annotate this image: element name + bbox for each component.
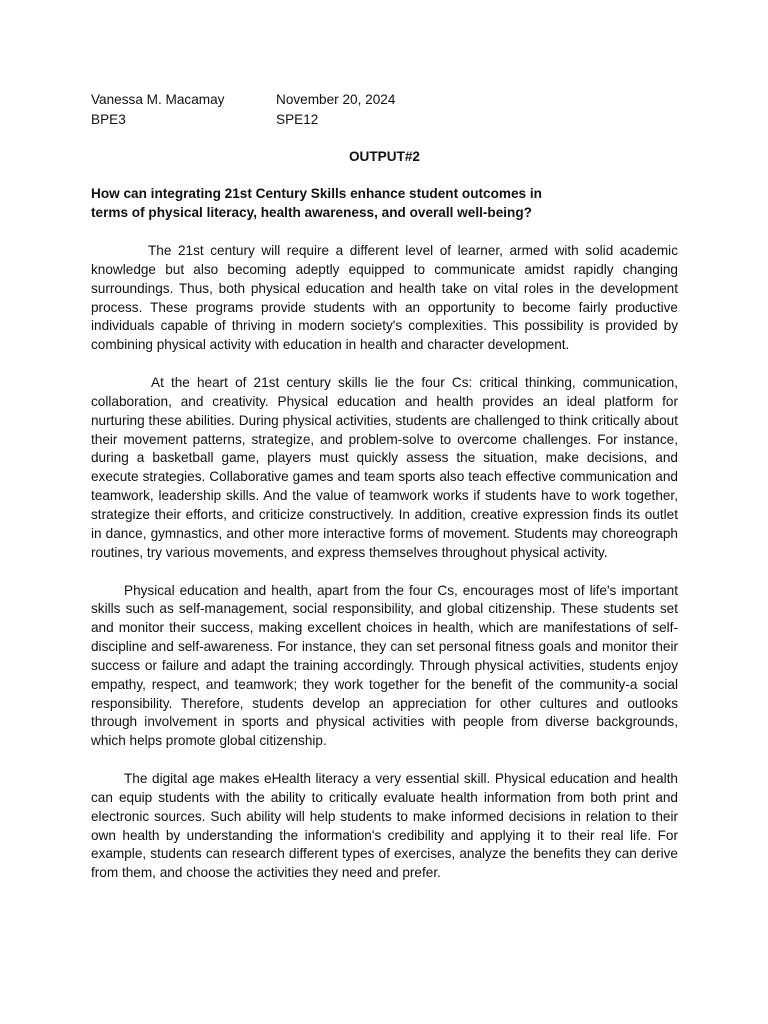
paragraph-4: The digital age makes eHealth literacy a very essential skill. Physical education and health can equip students with the ability to critically evaluate health information from both print and electronic sources. Such ability will help students to make informed decisions in relation to their own health by understanding the information's credibility and applying it to their real life. For example, students can research different types of exercises, analyze the benefits they can derive from them, and choose the activities they need and prefer. [91,771,678,881]
document-title: OUTPUT#2 [348,149,420,164]
submission-date: November 20, 2024 [276,92,396,107]
document-page [91,90,678,883]
paragraph-3: Physical education and health, apart from the four Cs, encourages most of life's important skills such as self-management, social responsibility, and global citizenship. These students set and monitor their success, making excellent choices in health, which are manifestations of self-discipline and self-awareness. For instance, they can set personal fitness goals and monitor their success or failure and adapt the training accordingly. Through physical activities, students enjoy empathy, respect, and teamwork; they work together for the benefit of the community-a social responsibility. Therefore, students develop an appreciation for other cultures and outlooks through involvement in sports and physical activities with people from diverse backgrounds, which helps promote global citizenship. [91,582,678,749]
section-code: BPE3 [91,112,126,127]
author-name: Vanessa M. Macamay [91,92,225,107]
header-row-1 [91,90,678,110]
header-row-2 [91,110,678,130]
paragraph-2: At the heart of 21st century skills lie the four Cs: critical thinking, communication, collaboration, and creativity. Physical education and health provides an ideal platform for nurturing these abilities. During physical activities, students are challenged to think critically about their movement patterns, strategize, and problem-solve to overcome challenges. For instance, during a basketball game, players must quickly assess the situation, make decisions, and execute strategies. Collaborative games and team sports also teach effective communication and teamwork, leadership skills. And the value of teamwork works if students have to work together, strategize their efforts, and criticize constructively. In addition, creative expression finds its outlet in dance, gymnastics, and other more interactive forms of movement. Students may choreograph routines, try various movements, and express themselves throughout physical activity. [91,375,678,560]
guiding-question: How can integrating 21st Century Skills enhance student outcomes in terms of physical literacy, health awareness, and overall well-being? [91,186,542,220]
paragraph-1: The 21st century will require a different level of learner, armed with solid academic knowledge but also becoming adeptly equipped to communicate amidst rapidly changing surroundings. Thus, both physical education and health take on vital roles in the development process. These programs provide students with an opportunity to become fairly productive individuals capable of thriving in modern society's complexities. This possibility is provided by combining physical activity with education in health and character development. [91,243,678,353]
course-code: SPE12 [276,112,319,127]
